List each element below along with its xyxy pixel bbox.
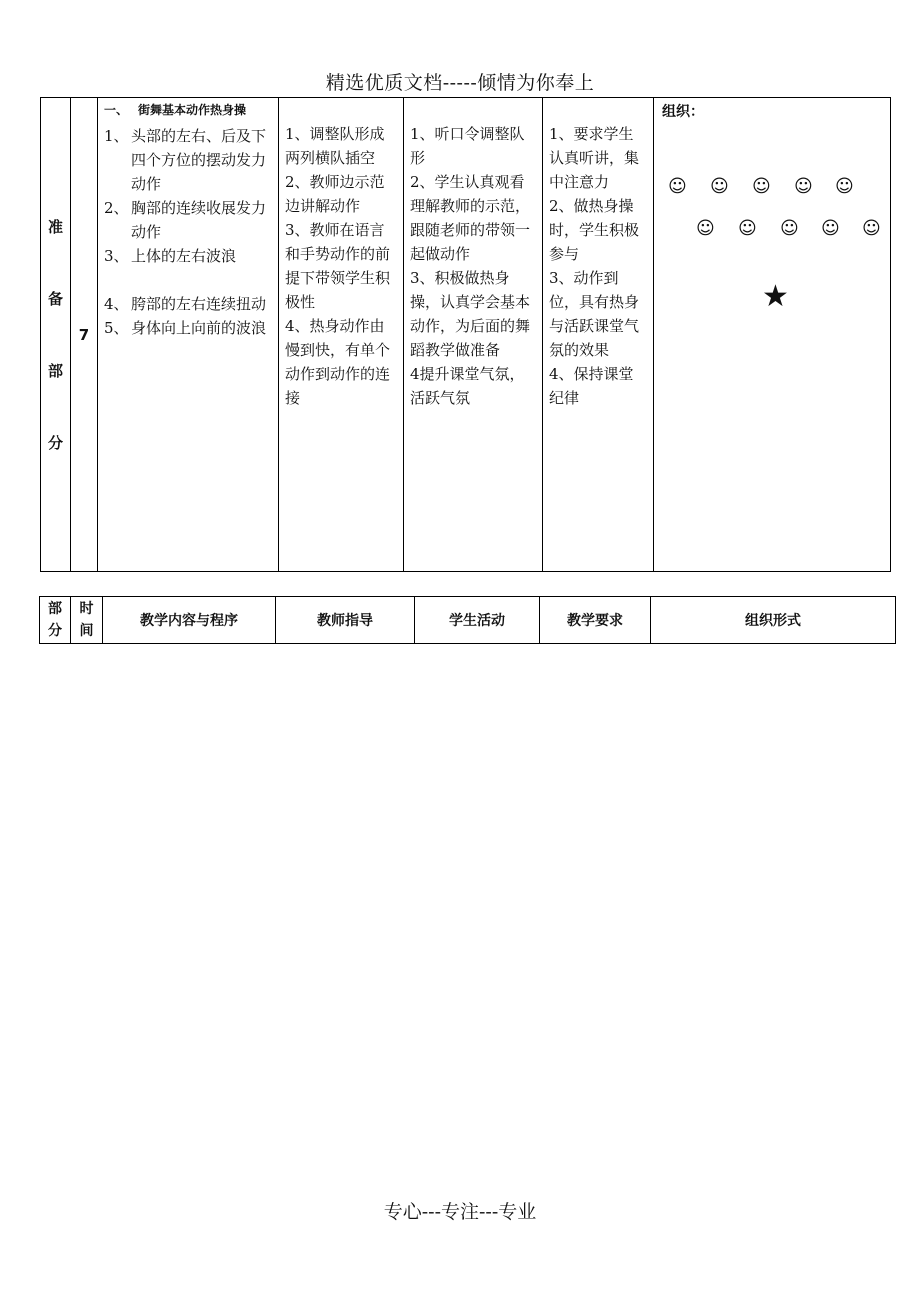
student-activity-cell bbox=[404, 98, 543, 572]
requirements-cell bbox=[543, 98, 654, 572]
lesson-plan-table bbox=[40, 97, 891, 572]
header-organization: 组织形式 bbox=[651, 597, 896, 644]
student-line: 4提升课堂气氛，活跃气氛 bbox=[410, 365, 525, 407]
student-smiley-icon: ☺ bbox=[794, 176, 813, 197]
list-item bbox=[104, 316, 272, 340]
requirement-line: 4、保持课堂纪律 bbox=[549, 365, 634, 407]
content-cell bbox=[98, 98, 279, 572]
item-text: 头部的左右、后及下四个方位的摆动发力动作 bbox=[131, 127, 267, 193]
section-char: 分 bbox=[47, 433, 63, 452]
teacher-line: 2、教师边示范边讲解动作 bbox=[285, 173, 385, 215]
header-section-char: 部 bbox=[48, 601, 62, 617]
list-item bbox=[104, 244, 272, 268]
column-header-table bbox=[39, 596, 896, 644]
list-item bbox=[104, 124, 272, 196]
student-smiley-icon: ☺ bbox=[696, 218, 715, 239]
header-section-char: 分 bbox=[48, 623, 62, 639]
student-smiley-icon: ☺ bbox=[862, 218, 881, 239]
header-content: 教学内容与程序 bbox=[103, 597, 276, 644]
teacher-line: 4、热身动作由慢到快，有单个动作到动作的连接 bbox=[285, 317, 391, 407]
header-time-char: 时 bbox=[79, 601, 94, 617]
student-smiley-icon: ☺ bbox=[752, 176, 771, 197]
item-text: 胸部的连续收展发力动作 bbox=[131, 199, 267, 241]
student-smiley-icon: ☺ bbox=[668, 176, 687, 197]
requirement-line: 2、做热身操时，学生积极参与 bbox=[549, 197, 640, 263]
teacher-line: 1、调整队形成两列横队插空 bbox=[285, 125, 385, 167]
header-section bbox=[40, 597, 71, 644]
content-title-num: 一、 bbox=[104, 103, 129, 117]
content-title bbox=[104, 100, 272, 120]
student-smiley-icon: ☺ bbox=[780, 218, 799, 239]
student-line: 3、积极做热身操，认真学会基本动作，为后面的舞蹈教学做准备 bbox=[410, 269, 531, 359]
item-number: 1、 bbox=[104, 127, 129, 145]
student-smiley-icon: ☺ bbox=[821, 218, 840, 239]
header-requirements: 教学要求 bbox=[540, 597, 651, 644]
header-teacher: 教师指导 bbox=[276, 597, 415, 644]
header-student: 学生活动 bbox=[415, 597, 540, 644]
item-number: 5、 bbox=[104, 319, 129, 337]
item-number: 3、 bbox=[104, 247, 129, 265]
student-smiley-icon: ☺ bbox=[738, 218, 757, 239]
page-footer-title: 专心---专注---专业 bbox=[383, 1201, 537, 1223]
content-title-text: 街舞基本动作热身操 bbox=[138, 103, 247, 117]
teacher-star-icon: ★ bbox=[762, 279, 789, 314]
content-list bbox=[104, 124, 272, 340]
header-time-char: 间 bbox=[79, 623, 94, 639]
header-time bbox=[71, 597, 103, 644]
teacher-line: 3、教师在语言和手势动作的前提下带领学生积极性 bbox=[285, 221, 391, 311]
item-number: 4、 bbox=[104, 295, 129, 313]
list-item bbox=[104, 196, 272, 244]
organization-cell bbox=[654, 98, 891, 572]
section-char: 部 bbox=[47, 361, 63, 380]
teacher-guidance-cell bbox=[279, 98, 404, 572]
student-line: 1、听口令调整队形 bbox=[410, 125, 525, 167]
requirement-line: 1、要求学生认真听讲，集中注意力 bbox=[549, 125, 640, 191]
student-smiley-icon: ☺ bbox=[835, 176, 854, 197]
section-char: 准 bbox=[47, 217, 63, 236]
item-text: 胯部的左右连续扭动 bbox=[131, 295, 267, 313]
item-number: 2、 bbox=[104, 199, 129, 217]
student-line: 2、学生认真观看理解教师的示范，跟随老师的带领一起做动作 bbox=[410, 173, 531, 263]
section-label-cell bbox=[41, 98, 71, 572]
item-text: 上体的左右波浪 bbox=[131, 247, 237, 265]
organization-label: 组织： bbox=[662, 104, 704, 120]
section-char: 备 bbox=[47, 289, 63, 308]
time-cell: 7 bbox=[71, 98, 98, 572]
requirement-line: 3、动作到位，具有热身与活跃课堂气氛的效果 bbox=[549, 269, 640, 359]
student-smiley-icon: ☺ bbox=[710, 176, 729, 197]
item-text: 身体向上向前的波浪 bbox=[131, 319, 267, 337]
list-item bbox=[104, 292, 272, 316]
page-header-title: 精选优质文档-----倾情为你奉上 bbox=[325, 72, 595, 94]
